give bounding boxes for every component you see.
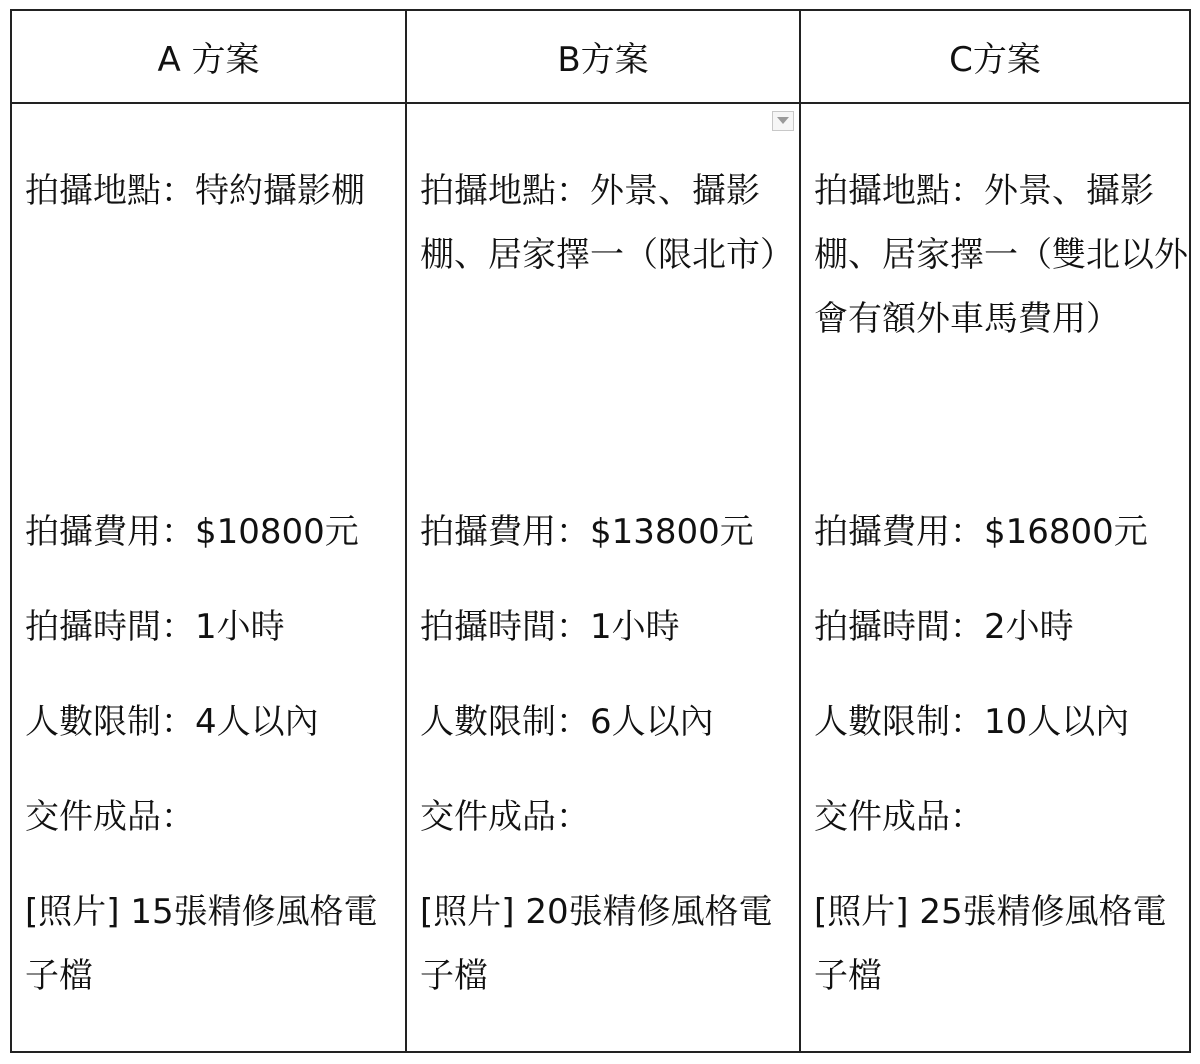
plan-c-details bbox=[799, 104, 1189, 1051]
dropdown-arrow-icon[interactable] bbox=[772, 111, 794, 131]
plan-c-location: 拍攝地點：外景、攝影棚、居家擇一（雙北以外會有額外車馬費用） bbox=[814, 171, 1188, 339]
plan-a-location: 拍攝地點：特約攝影棚 bbox=[25, 171, 365, 211]
plan-c-duration: 拍攝時間：2小時 bbox=[814, 607, 1074, 647]
plan-a-people: 人數限制：4人以內 bbox=[25, 702, 319, 742]
plan-a-deliverables-label: 交件成品： bbox=[25, 797, 195, 837]
plan-b-people: 人數限制：6人以內 bbox=[420, 702, 714, 742]
plan-b-location: 拍攝地點：外景、攝影棚、居家擇一（限北市） bbox=[420, 171, 794, 275]
header-plan-c: C方案 bbox=[799, 11, 1189, 104]
plan-a-fee: 拍攝費用：$10800元 bbox=[25, 512, 359, 552]
plan-a-details bbox=[12, 104, 405, 1051]
plan-c-deliverables-label: 交件成品： bbox=[814, 797, 984, 837]
plan-b-details bbox=[405, 104, 799, 1051]
plan-c-fee: 拍攝費用：$16800元 bbox=[814, 512, 1148, 552]
plan-c-people: 人數限制：10人以內 bbox=[814, 702, 1130, 742]
plan-b-fee: 拍攝費用：$13800元 bbox=[420, 512, 754, 552]
plan-c-photos: [照片] 25張精修風格電子檔 bbox=[814, 892, 1167, 996]
plan-a-duration: 拍攝時間：1小時 bbox=[25, 607, 285, 647]
plan-b-photos: [照片] 20張精修風格電子檔 bbox=[420, 892, 773, 996]
plan-a-photos: [照片] 15張精修風格電子檔 bbox=[25, 892, 378, 996]
plan-comparison-table bbox=[10, 9, 1191, 1053]
header-plan-a: A 方案 bbox=[12, 11, 405, 104]
plan-b-deliverables-label: 交件成品： bbox=[420, 797, 590, 837]
plan-b-duration: 拍攝時間：1小時 bbox=[420, 607, 680, 647]
header-plan-b: B方案 bbox=[405, 11, 799, 104]
